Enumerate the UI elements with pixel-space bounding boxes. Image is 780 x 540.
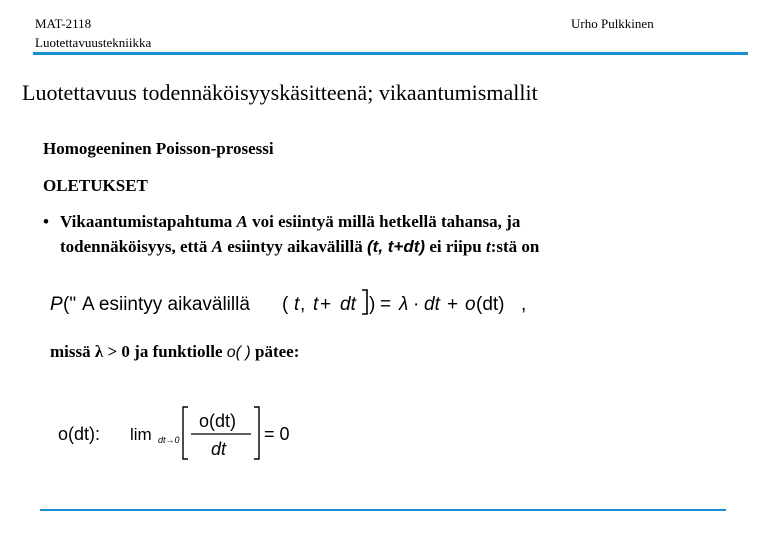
lambda-symbol: λ [94, 342, 104, 361]
course-name: Luotettavuustekniikka [35, 35, 152, 50]
f1-text: A esiintyy aikavälillä [82, 294, 250, 315]
f2-lhs: o(dt): [58, 424, 101, 444]
course-code: MAT-2118 [35, 16, 92, 31]
probability-formula [45, 284, 545, 324]
f1-plus: + [320, 294, 332, 315]
f1-plus2: + [447, 294, 459, 315]
f2-lim: lim [130, 425, 152, 444]
subtitle: Homogeeninen Poisson-prosessi [43, 139, 274, 158]
bullet-line-1: Vikaantumistapahtuma A voi esiintyä millä hetkellä tahansa, ja [60, 212, 521, 231]
f1-interval-open: ( [282, 294, 289, 315]
f1-dt: dt [340, 294, 356, 315]
f1-open: (" [63, 294, 77, 315]
f1-bracket [362, 290, 367, 314]
bullet-line-2: todennäköisyys, että A esiintyy aikavälillä (t, t+dt) ei riipu t:stä on [60, 237, 540, 256]
slide-title: Luotettavuus todennäköisyyskäsitteenä; vikaantumismallit [22, 80, 538, 105]
header-left [35, 14, 151, 52]
f2-denominator: dt [211, 439, 227, 459]
bullet-icon: • [43, 212, 49, 231]
f1-close: ) [369, 294, 376, 315]
condition-text: missä λ > 0 ja funktiolle o( ) pätee: [50, 342, 300, 361]
f1-lambda: λ [399, 294, 409, 315]
f1-o-arg: (dt) [476, 294, 505, 315]
f2-rhs: = 0 [264, 424, 290, 444]
f1-t1: t [294, 294, 300, 315]
f1-P: P [50, 294, 63, 315]
f1-comma: , [300, 294, 306, 315]
f1-o: o [465, 294, 476, 315]
section-heading: OLETUKSET [43, 176, 148, 195]
f2-numerator: o(dt) [199, 411, 237, 431]
f1-equals: = [380, 294, 392, 315]
top-rule [33, 52, 748, 55]
f1-dot: · [413, 294, 420, 315]
bottom-rule [40, 509, 726, 511]
limit-formula [55, 405, 315, 465]
author: Urho Pulkkinen [571, 16, 654, 31]
f2-left-bracket [183, 407, 188, 459]
f2-lim-sub: dt→0 [158, 435, 180, 445]
f1-t2: t [313, 294, 319, 315]
f1-comma-end: , [521, 294, 527, 315]
f1-dt2: dt [424, 294, 440, 315]
bullet-item [43, 209, 683, 259]
f2-right-bracket [254, 407, 259, 459]
